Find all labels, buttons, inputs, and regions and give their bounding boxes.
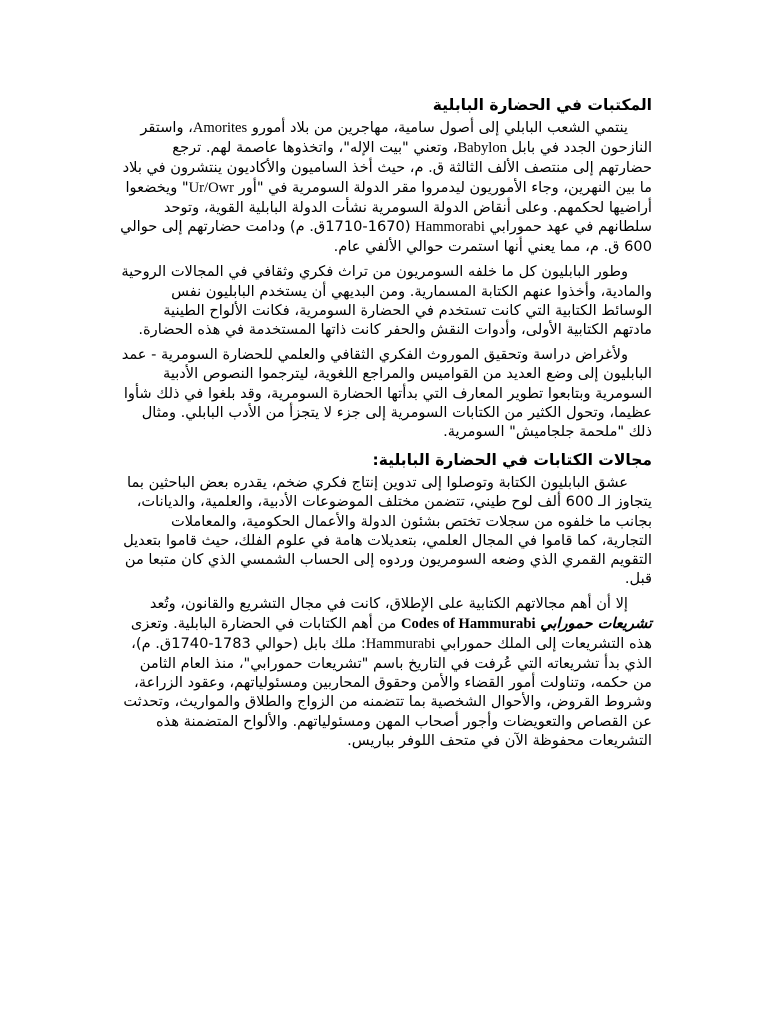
paragraph-clay-tablets: عشق البابليون الكتابة وتوصلوا إلى تدوين إنتاج فكري ضخم، يقدره بعض الباحثين بما يتجاوز الـ 600 ألف لوح طيني، تتضمن مختلف الموضوعات الأدبية، والعلمية، والديانات، بجانب ما خلفوه من سجلات تختص بشئون الدولة والأعمال الحكومية، والمعاملات التجارية، كما قاموا في المجال العلمي، بتعديلات هامة في علوم الفلك، حيث قاموا بتعديل التقويم القمري الذي وضعه السومريون وردوه إلى الحساب الشمسي الذي كان متبعا من قبل. bbox=[123, 474, 652, 588]
bold-term-hammurabi-laws: تشريعات حمورابي bbox=[540, 614, 652, 632]
latin-term-hammurabi: Hammurabi bbox=[365, 635, 436, 652]
latin-term-babylon: Babylon bbox=[457, 140, 507, 157]
paragraph-sumerian-heritage: وطور البابليون كل ما خلفه السومريون من تراث فكري وثقافي في المجالات الروحية والمادية، وأخذوا عنهم الكتابة المسمارية. ومن البديهي أن يستخدم البابليون نفس الوسائط الكتابية التي كانت تستخدم في الحضارة السومرية، فكانت الألواح الطينية مادتهم الكتابية الأولى، وأدوات النقش والحفر كانت ذاتها المستخدمة في هذه الحضارة. bbox=[121, 263, 652, 339]
section-heading-writing-fields: مجالات الكتابات في الحضارة البابلية: bbox=[372, 451, 652, 470]
latin-term-hammorabi: Hammorabi bbox=[415, 219, 485, 236]
section-heading-babylonian-libraries: المكتبات في الحضارة البابلية bbox=[432, 96, 652, 114]
latin-term-amorites: Amorites bbox=[192, 120, 248, 136]
paragraph-hammurabi-code: إلا أن أهم مجالاتهم الكتابية على الإطلاق، كانت في مجال التشريع والقانون، وتُعد تشريعات حمورابي Codes of Hammurabi من أهم الكتابات في الحضارة البابلية. وتعزى هذه التشريعات إلى الملك حمورابي Hammurabi: ملك بابل (حوالي 1783-1740ق. م)، الذي بدأ تشريعاته التي عُرفت في التاريخ باسم "تشريعات حمورابي"، منذ العام الثامن من حكمه، وتناولت أمور القضاء والأمن وحقوق المحاربين ومسئولياتهم، وعقود الزراعة، وشروط القروض، والأحوال الشخصية بما تتضمنه من الزواج والطلاق والمواريث، وتحدثت عن القصاص والتعويضات وأجور أصحاب المهن ومسئولياتهم. والألواح المتضمنة هذه التشريعات محفوظة الآن في متحف اللوفر بباريس. bbox=[123, 595, 652, 749]
document-page bbox=[120, 92, 652, 756]
latin-term-codes-of-hammurabi: Codes of Hammurabi bbox=[400, 615, 536, 632]
latin-term-ur: Ur/Owr bbox=[188, 179, 235, 196]
paragraph-origins: ينتمي الشعب البابلي إلى أصول سامية، مهاجرين من بلاد أمورو Amorites، واستقر النازحون الجدد في بابل Babylon، وتعني "بيت الإله"، واتخذوها عاصمة لهم. ترجع حضارتهم إلى منتصف الألف الثالثة ق. م، حيث أخذ الساميون والأكاديون ينتشرون في بلاد ما بين النهرين، وجاء الأموريون ليدمروا مقر الدولة السومرية في "أور Ur/Owr" ويخضعوا أراضيها لحكمهم. وعلى أنقاض الدولة السومرية نشأت الدولة البابلية القوية، وتوحد سلطانهم في عهد حمورابي Hammorabi (1670-1710ق. م) ودامت حضارتهم إلى حوالي 600 ق. م، مما يعني أنها استمرت حوالي الألفي عام. bbox=[120, 119, 652, 256]
paragraph-dictionaries: ولأغراض دراسة وتحقيق الموروث الفكري الثقافي والعلمي للحضارة السومرية - عمد البابليون إلى وضع العديد من القواميس والمراجع اللغوية، ليترجموا النصوص الأدبية السومرية وبتابعوا تطوير المعارف التي بدأتها الحضارة السومرية، وقد بلغوا في ذلك شأوا عظيما، وتحول الكثير من الكتابات السومرية إلى جزء لا يتجزأ من الأدب البابلي. ومثال ذلك "ملحمة جلجاميش" السومرية. bbox=[121, 346, 652, 441]
